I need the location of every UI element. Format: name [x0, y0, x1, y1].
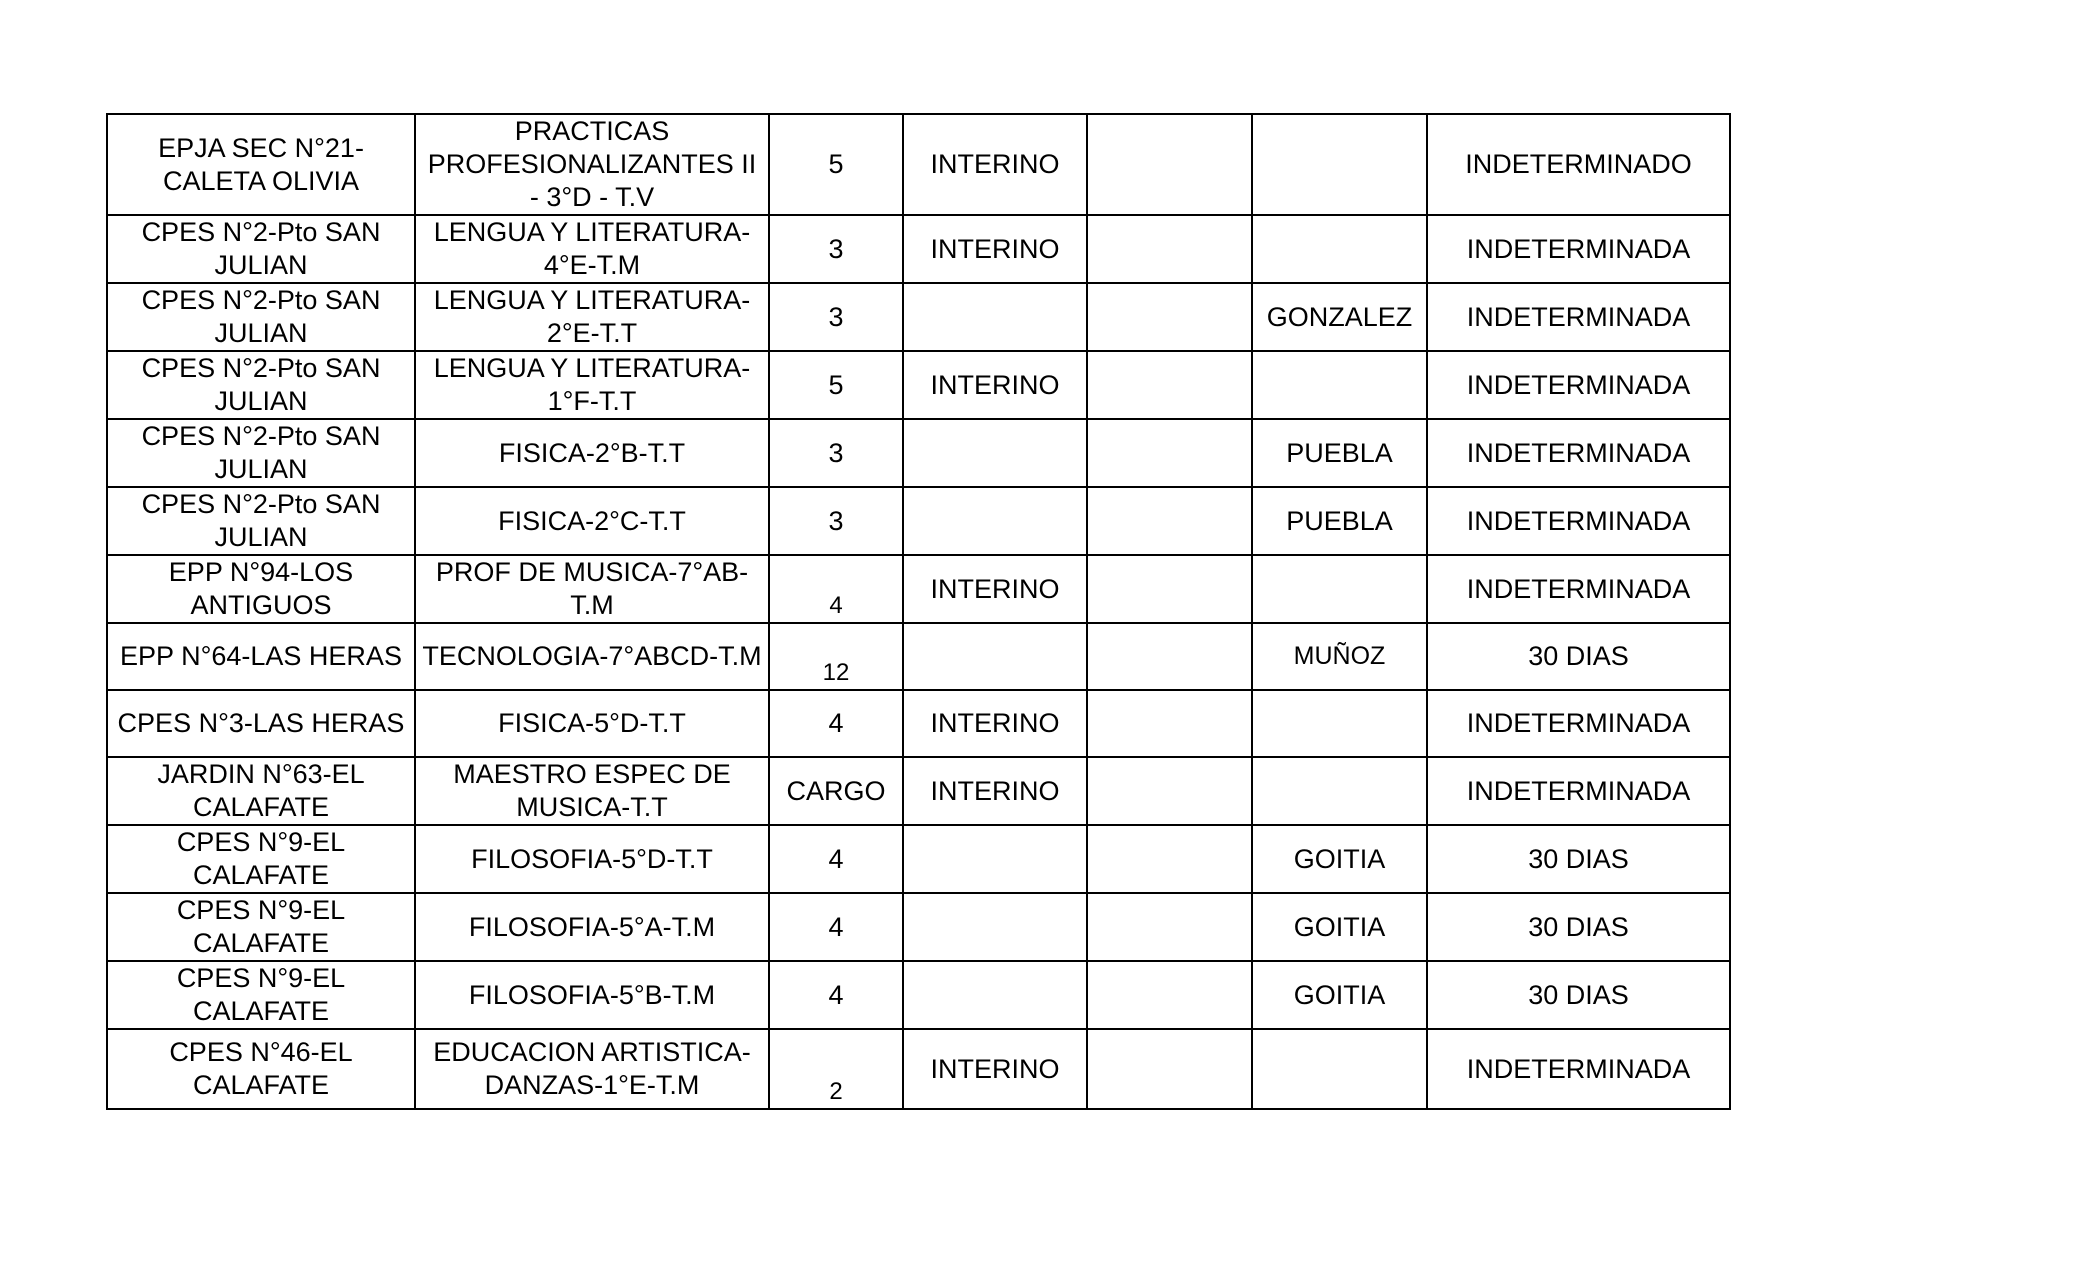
table-row — [107, 961, 1730, 1029]
hours-cell: 3 — [769, 215, 903, 283]
duration-cell: INDETERMINADA — [1427, 1029, 1730, 1109]
table-row — [107, 555, 1730, 623]
hours-cell: 4 — [769, 555, 903, 623]
school-cell: CPES N°46-EL CALAFATE — [107, 1029, 415, 1109]
school-cell: CPES N°2-Pto SAN JULIAN — [107, 351, 415, 419]
school-cell: CPES N°9-EL CALAFATE — [107, 825, 415, 893]
table-row — [107, 690, 1730, 757]
blank-cell — [1087, 283, 1252, 351]
subject-cell: EDUCACION ARTISTICA-DANZAS-1°E-T.M — [415, 1029, 769, 1109]
name-cell: GONZALEZ — [1252, 283, 1427, 351]
status-cell: INTERINO — [903, 215, 1087, 283]
school-cell: CPES N°2-Pto SAN JULIAN — [107, 283, 415, 351]
status-cell — [903, 487, 1087, 555]
subject-cell: FILOSOFIA-5°A-T.M — [415, 893, 769, 961]
hours-cell: 4 — [769, 961, 903, 1029]
subject-cell: LENGUA Y LITERATURA-1°F-T.T — [415, 351, 769, 419]
subject-cell: FISICA-2°C-T.T — [415, 487, 769, 555]
duration-cell: INDETERMINADA — [1427, 690, 1730, 757]
status-cell: INTERINO — [903, 757, 1087, 825]
duration-cell: INDETERMINADA — [1427, 487, 1730, 555]
status-cell — [903, 961, 1087, 1029]
duration-cell: INDETERMINADA — [1427, 215, 1730, 283]
blank-cell — [1087, 893, 1252, 961]
status-cell — [903, 419, 1087, 487]
duration-cell: 30 DIAS — [1427, 825, 1730, 893]
status-cell: INTERINO — [903, 1029, 1087, 1109]
table-row — [107, 487, 1730, 555]
school-cell: CPES N°2-Pto SAN JULIAN — [107, 215, 415, 283]
name-cell: GOITIA — [1252, 825, 1427, 893]
name-cell: MUÑOZ — [1252, 623, 1427, 690]
name-cell: PUEBLA — [1252, 487, 1427, 555]
school-cell: CPES N°3-LAS HERAS — [107, 690, 415, 757]
name-cell — [1252, 114, 1427, 215]
hours-cell: 3 — [769, 487, 903, 555]
school-cell: CPES N°2-Pto SAN JULIAN — [107, 419, 415, 487]
hours-cell: 5 — [769, 114, 903, 215]
table-row — [107, 825, 1730, 893]
subject-cell: FILOSOFIA-5°D-T.T — [415, 825, 769, 893]
blank-cell — [1087, 215, 1252, 283]
status-cell — [903, 893, 1087, 961]
subject-cell: FISICA-2°B-T.T — [415, 419, 769, 487]
name-cell — [1252, 351, 1427, 419]
status-cell — [903, 283, 1087, 351]
subject-cell: FILOSOFIA-5°B-T.M — [415, 961, 769, 1029]
hours-cell: 5 — [769, 351, 903, 419]
table-row — [107, 1029, 1730, 1109]
table-row — [107, 114, 1730, 215]
school-cell: CPES N°2-Pto SAN JULIAN — [107, 487, 415, 555]
hours-cell: 3 — [769, 283, 903, 351]
subject-cell: PROF DE MUSICA-7°AB-T.M — [415, 555, 769, 623]
blank-cell — [1087, 690, 1252, 757]
blank-cell — [1087, 555, 1252, 623]
name-cell — [1252, 555, 1427, 623]
duration-cell: INDETERMINADA — [1427, 757, 1730, 825]
subject-cell: FISICA-5°D-T.T — [415, 690, 769, 757]
school-cell: EPP N°64-LAS HERAS — [107, 623, 415, 690]
status-cell — [903, 623, 1087, 690]
table-row — [107, 351, 1730, 419]
school-cell: JARDIN N°63-EL CALAFATE — [107, 757, 415, 825]
status-cell — [903, 825, 1087, 893]
hours-cell: 4 — [769, 690, 903, 757]
subject-cell: PRACTICAS PROFESIONALIZANTES II - 3°D - T.V — [415, 114, 769, 215]
name-cell — [1252, 215, 1427, 283]
duration-cell: 30 DIAS — [1427, 623, 1730, 690]
hours-cell: CARGO — [769, 757, 903, 825]
table-row — [107, 419, 1730, 487]
duration-cell: INDETERMINADA — [1427, 555, 1730, 623]
blank-cell — [1087, 419, 1252, 487]
hours-cell: 4 — [769, 825, 903, 893]
blank-cell — [1087, 114, 1252, 215]
table-row — [107, 283, 1730, 351]
duration-cell: INDETERMINADO — [1427, 114, 1730, 215]
hours-cell: 4 — [769, 893, 903, 961]
status-cell: INTERINO — [903, 555, 1087, 623]
school-cell: CPES N°9-EL CALAFATE — [107, 893, 415, 961]
duration-cell: INDETERMINADA — [1427, 419, 1730, 487]
status-cell: INTERINO — [903, 114, 1087, 215]
school-cell: EPP N°94-LOS ANTIGUOS — [107, 555, 415, 623]
name-cell — [1252, 1029, 1427, 1109]
duration-cell: 30 DIAS — [1427, 893, 1730, 961]
duration-cell: INDETERMINADA — [1427, 351, 1730, 419]
status-cell: INTERINO — [903, 351, 1087, 419]
table-row — [107, 757, 1730, 825]
name-cell — [1252, 690, 1427, 757]
subject-cell: LENGUA Y LITERATURA-4°E-T.M — [415, 215, 769, 283]
duration-cell: 30 DIAS — [1427, 961, 1730, 1029]
hours-cell: 2 — [769, 1029, 903, 1109]
table-row — [107, 893, 1730, 961]
status-cell: INTERINO — [903, 690, 1087, 757]
assignments-table — [106, 113, 1731, 1110]
duration-cell: INDETERMINADA — [1427, 283, 1730, 351]
subject-cell: MAESTRO ESPEC DE MUSICA-T.T — [415, 757, 769, 825]
blank-cell — [1087, 351, 1252, 419]
name-cell: GOITIA — [1252, 961, 1427, 1029]
subject-cell: TECNOLOGIA-7°ABCD-T.M — [415, 623, 769, 690]
table-row — [107, 215, 1730, 283]
name-cell: PUEBLA — [1252, 419, 1427, 487]
hours-cell: 3 — [769, 419, 903, 487]
hours-cell: 12 — [769, 623, 903, 690]
name-cell — [1252, 757, 1427, 825]
blank-cell — [1087, 825, 1252, 893]
school-cell: CPES N°9-EL CALAFATE — [107, 961, 415, 1029]
blank-cell — [1087, 623, 1252, 690]
table-row — [107, 623, 1730, 690]
school-cell: EPJA SEC N°21-CALETA OLIVIA — [107, 114, 415, 215]
blank-cell — [1087, 961, 1252, 1029]
name-cell: GOITIA — [1252, 893, 1427, 961]
blank-cell — [1087, 757, 1252, 825]
blank-cell — [1087, 487, 1252, 555]
subject-cell: LENGUA Y LITERATURA-2°E-T.T — [415, 283, 769, 351]
blank-cell — [1087, 1029, 1252, 1109]
